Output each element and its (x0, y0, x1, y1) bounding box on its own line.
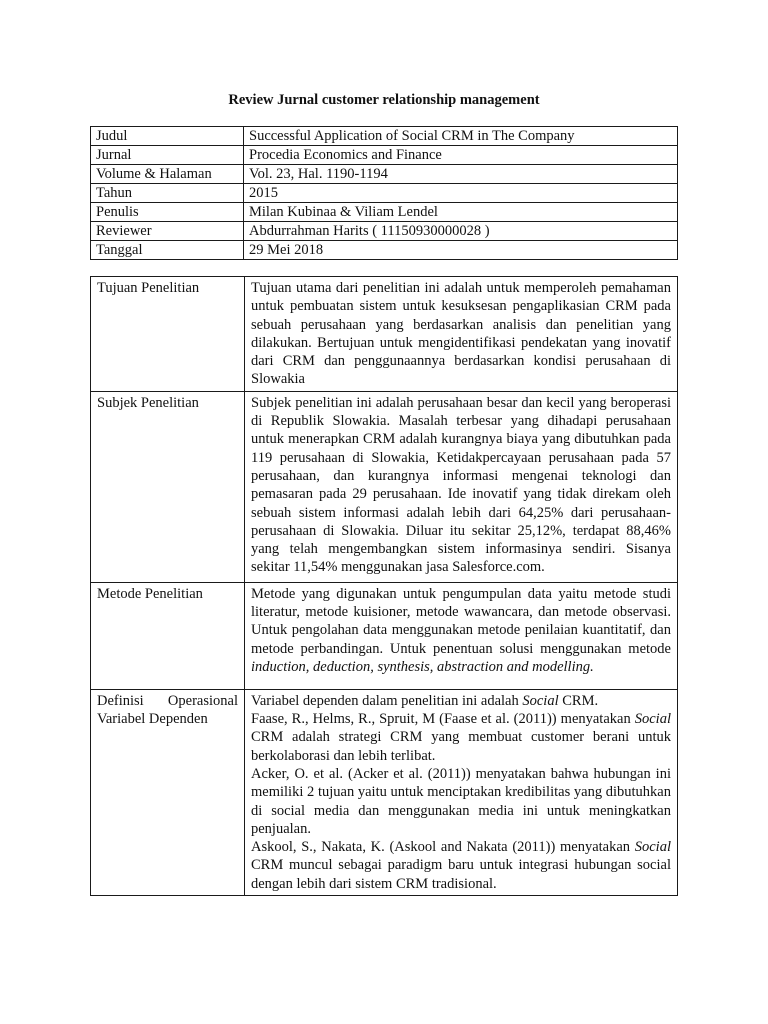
table-row (91, 391, 678, 582)
review-table (90, 276, 678, 896)
definisi-label-line1: Definisi Operasional (97, 692, 238, 709)
table-row (91, 241, 678, 260)
definisi-p2-text: Faase, R., Helms, R., Spruit, M (Faase et al. (2011)) menyatakan (251, 711, 635, 728)
judul-label: Judul (91, 127, 244, 146)
definisi-p2-italic: Social (634, 711, 671, 728)
reviewer-label: Reviewer (91, 222, 244, 241)
table-row (91, 222, 678, 241)
definisi-paragraph: Acker, O. et al. (Acker et al. (2011)) menyatakan bahwa hubungan ini memiliki 2 tujuan yaitu untuk menciptakan kredibilitas yang dibutuhkan di social media dan menggunakan media ini untuk meningkatkan penjualan. (251, 765, 671, 837)
jurnal-label: Jurnal (91, 146, 244, 165)
definisi-p4-text: Askool, S., Nakata, K. (Askool and Nakata (2011)) menyatakan (251, 839, 635, 856)
definisi-p4-italic: Social (634, 839, 671, 856)
definisi-paragraph (251, 838, 671, 893)
tujuan-label: Tujuan Penelitian (91, 277, 245, 392)
table-row (91, 165, 678, 184)
table-row (91, 277, 678, 392)
table-row (91, 184, 678, 203)
definisi-paragraph (251, 692, 671, 710)
definisi-paragraph (251, 710, 671, 765)
table-row (91, 689, 678, 895)
tujuan-text: Tujuan utama dari penelitian ini adalah untuk memperoleh pemahaman untuk pembuatan sistem untuk kesuksesan pengaplikasian CRM pada sebuah perusahaan yang berdasarkan analisis dan penelitian yang dilakukan. Bertujuan untuk mengidentifikasi pendekatan yang inovatif dari CRM dan penggunaannya berdasarkan kondisi perusahaan di Slowakia (245, 277, 678, 392)
table-row (91, 146, 678, 165)
table-row (91, 127, 678, 146)
definisi-p1-italic: Social (522, 692, 559, 709)
definisi-p1-text: Variabel dependen dalam penelitian ini adalah (251, 692, 523, 709)
volume-value: Vol. 23, Hal. 1190-1194 (244, 165, 678, 184)
table-row (91, 582, 678, 689)
definisi-p1-tail: CRM. (558, 692, 599, 709)
tanggal-value: 29 Mei 2018 (244, 241, 678, 260)
tahun-label: Tahun (91, 184, 244, 203)
tanggal-label: Tanggal (91, 241, 244, 260)
penulis-label: Penulis (91, 203, 244, 222)
penulis-value: Milan Kubinaa & Viliam Lendel (244, 203, 678, 222)
volume-label: Volume & Halaman (91, 165, 244, 184)
metode-text-italic: induction, deduction, synthesis, abstraction and modelling. (251, 658, 594, 675)
metode-text-main: Metode yang digunakan untuk pengumpulan data yaitu metode studi literatur, metode kuisioner, metode wawancara, dan metode observasi. Untuk pengolahan data menggunakan metode penilaian kuantitatif, dan metode perbandingan. Untuk penentuan solusi menggunakan metode (251, 585, 671, 657)
jurnal-value: Procedia Economics and Finance (244, 146, 678, 165)
table-row (91, 203, 678, 222)
definisi-label (91, 689, 245, 895)
definisi-p4-tail: CRM muncul sebagai paradigm baru untuk integrasi hubungan social dengan lebih dari sistem CRM tradisional. (251, 857, 671, 892)
metode-label: Metode Penelitian (91, 582, 245, 689)
subjek-label: Subjek Penelitian (91, 391, 245, 582)
definisi-label-line2: Variabel Dependen (97, 711, 208, 728)
metode-text (245, 582, 678, 689)
subjek-text: Subjek penelitian ini adalah perusahaan besar dan kecil yang beroperasi di Republik Slowakia. Masalah terbesar yang dihadapi perusahaan untuk menerapkan CRM adalah kurangnya biaya yang dibutuhkan pada 119 perusahaan di Slowakia, Ketidakpercayaan perusahaan pada 57 perusahaan, dan kurangnya informasi mengenai teknologi dan pemasaran pada 29 perusahaan. Ide inovatif yang tidak direkam oleh sebuah sistem informasi adalah lebih dari 64,25% dari perusahaan-perusahaan di Slowakia. Diluar itu sekitar 25,12%, terdapat 88,46% yang telah mengembangkan sistem informasinya sendiri. Sisanya sekitar 11,54% menggunakan jasa Salesforce.com. (245, 391, 678, 582)
judul-value: Successful Application of Social CRM in The Company (244, 127, 678, 146)
journal-info-table (90, 126, 678, 260)
definisi-text (245, 689, 678, 895)
definisi-p2-tail: CRM adalah strategi CRM yang membuat customer berani untuk berkolaborasi dan lebih terlibat. (251, 729, 671, 764)
tahun-value: 2015 (244, 184, 678, 203)
reviewer-value: Abdurrahman Harits ( 11150930000028 ) (244, 222, 678, 241)
document-title: Review Jurnal customer relationship management (228, 92, 540, 108)
